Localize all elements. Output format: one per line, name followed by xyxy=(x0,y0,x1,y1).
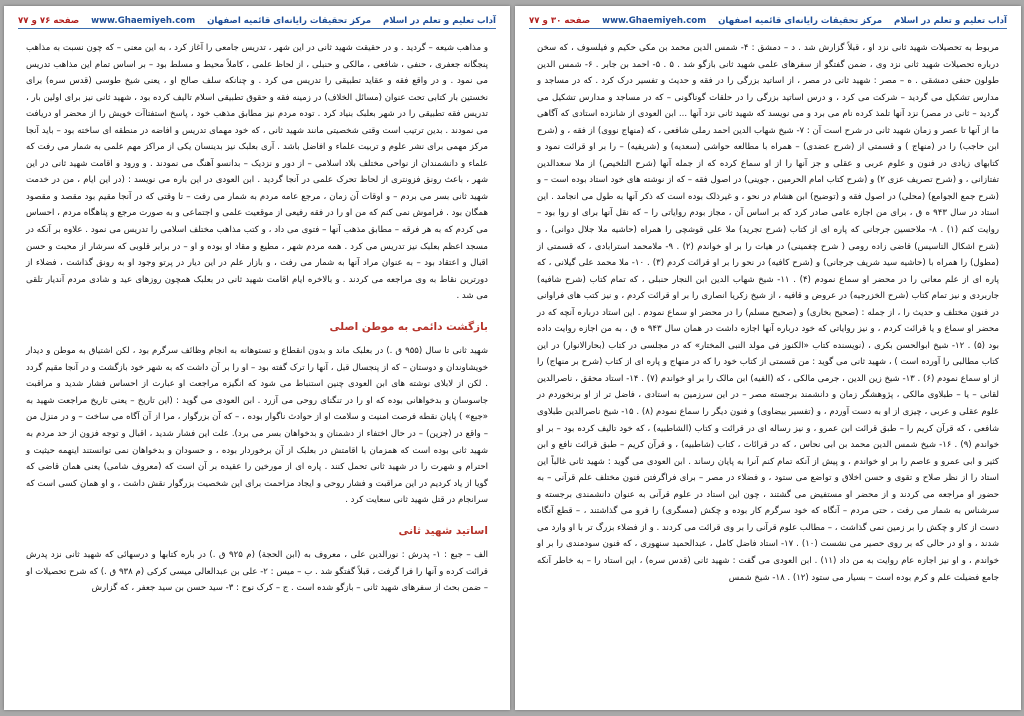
page-number-label: صفحه ۷۶ و ۷۷ xyxy=(18,16,80,26)
center-name: مرکز تحقیقات رایانه‌ای قائمیه اصفهان xyxy=(207,16,372,26)
center-name: مرکز تحقیقات رایانه‌ای قائمیه اصفهان xyxy=(718,16,883,26)
body-paragraph: و مذاهب شیعه – گردید . و در حقیقت شهید ثانی در این شهر ، تدریس جامعی را آغاز کرد ، به این معنی – که چون نسبت به مذاهب پنجگانه جعفری ، حنفی ، شافعی ، مالکی و حنبلی ، از لحاظ علمی ، کاملاً محیط و مسلط بود – بر اساس تمام این مذاهب تدریس می نمود . و در واقع فقه و عقاید تطبیقی را تدریس می کرد . و چنانکه سلف صالح او ، یعنی شیخ طوسی (قدس سره) برای نخستین بار کتابی تحت عنوان (مسائل الخلاف) در زمینه فقه و حقوق تطبیقی اسلام تالیف کرده بود ، شهید ثانی نیز برای اولین بار ، تدریس فقه تطبیقی را در شهر بعلبک بنیاد کرد . توده مردم نیز مطابق مذهب خود ، پاسخ استفتاآت خویش را از محضر او دریافت می نمودند . بدین ترتیب است وقتی شخصیتی مانند شهید ثانی ، که خود مهمای تدریس و افاضه در منطقه ای ساخته بود – باید آنجا مرکز مهمی برای نشر علوم و تربیت علماء و افاضل باشد . آری بعلبک نیز بدینسان یکی از مراکز مهم علمی به شمار می رفت که علماء و دانشمندان از نواحی مختلف بلاد اسلامی – از دور و نزدیک – بدانسو آهنگ می نمودند . و ورود و اقامت شهید ثانی در این شهر ، باعث رونق فزونتری از لحاظ تحرک علمی در آنجا گردید . ابن العودی در این باره می نویسد : (در این ایام ، من در خدمت شهید ثانی بسر می بردم – و اوقات آن زمان ، مرجع عامه مردم به شمار می رفت – تا وقتی که در آنجا مقیم بود مقصد و مقصود همگان بود . فراموش نمی کنم که من او را در فقه رفیعی از موقعیت علمی و اجتماعی و به صورت مرجع و پناهگاه مردم ، احساس می کردم که به هر فرقه – مطابق مذهب آنها – فتوی می داد ، و کتب مذاهب مختلف اسلامی را تدریس می نمود . علاوه بر آنکه در مسجد اعظم بعلبک نیز تدریس می کرد . همه مردم شهر ، مطیع و مقاد او بوده و او – در برابر قلوبی که سرشار از محبت و حسن اقبال و اعتقاد بود – به عنوان مراد آنها به شمار می رفت ، و بازار علم در این دیار در پرتو وجود او به رونق گذاشت ، فضلاء از دورترین نقاط به وی مراجعه می کردند . و بالاخره ایام اقامت شهید ثانی در بعلبک همچون روزهای عید و شادی مردم آندیار تلقی می شد . xyxy=(26,43,488,302)
page-body xyxy=(537,40,999,704)
page-header xyxy=(18,14,496,29)
body-paragraph: مربوط به تحصیلات شهید ثانی نزد او ، قبلاً گزارش شد . د – دمشق : ۴- شمس الدین محمد بن مکی حکیم و فیلسوف ، که سخن درباره تحصیلات شهید ثانی نزد وی ، ضمن گفتگو از سفرهای علمی شهید ثانی بازگو شد . ۵ . ۵- احمد بن جابر . ۶- شمس الدین طولون حنفی دمشقی . ه – مصر : شهید ثانی در مصر ، از اساتید بزرگی را در فقه و حدیث و تفسیر درک کرد . که در مساجد و مدارس تشکیل می گردید – شرکت می کرد ، و درس اساتید بزرگی را در حلقات گوناگونی – که در مساجد و مدارس تشکیل می گردید – ثانی در مصر) نزد آنها تلمذ کرده نام می برد و می نویسد که شهید ثانی نزد آنها ... ابن العودی از شانزده استادی که آگاهی ما از آنها تا عصر و زمان شهید ثانی در شرح است آن : ۷- شیخ شهاب الدین احمد رملی شافعی ، که (منهاج نووی) از فقه ، و (شرح ابن حاجب) را در (منهاج ) و قسمتی از (شرح عضدی) – همراه با مطالعه حواشی (سعدیه) و (شریفیه) – را بر او قرائت نمود و کتابهای زیادی در فنون و علوم عربی و عقلی و جز آنها را از او سماع کرده که از جمله آنها (شرح التلخیص) از ملا سعدالدین تفتازانی ، و (شرح تصریف عزی ۲) و (شرح کتاب امام الحرمین ، جوینی) در اصول فقه – که از نوشته های خود استاد بوده است – و (شرح جمع الجوامع) (محلی) در اصول فقه و (توضیح) ابن هشام در نحو ، و غیرذلک بوده است که ذکر آنها به طول می انجامد . این استاد در سال ۹۴۳ ه ق ، برای من اجازه عامی صادر کرد که بر اساس آن ، مجاز بودم روایاتی را – که نقل آنها برای او روا بود – روایت کنم (۱) . ۸- ملاحسین جرجانی که پاره ای از کتاب (شرح تجرید) ملا علی قوشچی را همراه (حاشیه ملا جلال دوانی) ، و (شرح اشکال التاسیس) قاضی زاده رومی ( شرح چغمینی) در هیات را بر او خواندم (۲) . ۹- ملامحمد استرابادی ، که قسمتی از (مطول) را همراه با (حاشیه سید شریف جرجانی) و (شرح کافیه) در نحو را بر او قرائت کردم (۳) . ۱۰- ملا محمد علی گیلانی ، که پاره ای از علم معانی را در محضر او سماع نمودم (۴) . ۱۱- شیخ شهاب الدین ابن النجار حنبلی ، که تمام کتاب (شرح شافیه) جاربردی و نیز تمام کتاب (شرح الخزرجیه) در عروض و قافیه ، از شیخ زکریا انصاری را بر او قرائت کردم ، و نیز کتب های فراوانی در فنون مختلف و حدیث را ، از جمله : (صحیح بخاری) و (صحیح مسلم) را در محضر او سماع نمودم . این استاد درباره آنچه که در محضر او سماع و یا قرائت کردم ، و نیز روایاتی که خود درباره آنها اجازه داشت در همان سال ۹۴۳ ه ق ، به من اجازه روایت داده بود (۵) . ۱۲- شیخ ابوالحسن بکری ، (نویسنده کتاب «الکنوز فی مولد النبی المختار» که در مجلسی در کتاب (بحارالانوار) در این کتاب مطالبی را آورده است ) ، شهید ثانی می گوید : من قسمتی از کتاب خود را که در منهاج و پاره ای از کتاب (شرح بر منهاج) را از او سماع نمودم (۶) . ۱۳- شیخ زین الدین ، جرمی مالکی ، که (الفیه) ابن مالک را بر او خواندم (۷) . ۱۴- استاد محقق ، ناصرالدین لقانی – یا – طبلاوی مالکی ، پژوهشگر زمان و دانشمند برجسته مصر – در این سرزمین به استادی ، فاضل تر از او برنخوردم در علوم عقلی و عربی ، چیزی از او به دست آوردم ، و (تفسیر بیضاوی) و فنون دیگر را سماع نمودم (۸) . ۱۵- شیخ ناصرالدین طبلاوی شافعی ، که قرآن کریم را – طبق قرائت ابن عمرو ، و نیز رساله ای در قرائت و کتاب (الشاطبیه) ، که خود تالیف کرده بود – بر او خواندم (۹) . ۱۶- شیخ شمس الدین محمد بن ابی نحاس ، که در قرائات ، کتاب (شاطبیه) ، و قرآن کریم – طبق قرائت نافع و ابن کثیر و ابی عمرو و عاصم را بر او خواندم ، و پیش از آنکه تمام کنم آنرا به پایان رساند . ابن العودی می گوید : شهید ثانی غالباً این استاد را از نظر صلاح و تقوی و حسن اخلاق و تواضع می ستود ، و فضلاء در مصر – برای فراگرفتن فنون مختلف علم قرآنی – به حضور او مراجعه می کردند و از محضر او مستفیض می گشتند ، چون این استاد در علوم قرآنی به عنوان دانشمندی برجسته و سرشناس به شمار می رفت ، حتی مردم – آنگاه که خود سرگرم کار بوده و چکش (مسگری) را فرو می گذاشتند ، – قطع آنگاه دست از کار و چکش را بر زمین نمی گذاشت ، – مطالب علوم قرآنی را بر وی قرائت می کردند . و از فضلاء بزرگ تر با او وارد می شدند ، و او در حالی که بر روی حصیر می نشست (۱۰) . ۱۷- استاد فاضل کامل ، عبدالحمید سنهوری ، که فنون سودمندی را بر او خواندم ، و او نیز اجازه عام روایت به من داد (۱۱) . ابن العودی می گفت : شهید ثانی (قدس سره) ، این استاد را – به خاطر آنکه جامع فضیلت علم و کرم بوده است – بسیار می ستود (۱۲) . ۱۸- شیخ شمس xyxy=(537,43,1000,583)
body-paragraph: الف – جبع : ۱- پدرش : نورالدین علی ، معروف به (ابن الحجة) (م ۹۲۵ ق .) در باره کتابها و درسهائی که شهید ثانی نزد پدرش قرائت کرده و آنها را فرا گرفت ، قبلاً گفتگو شد . ب – میس : ۲- علی بن عبدالعالی میسی کرکی (م ۹۳۸ ق .) که شرح تحصیلات او – ضمن بحث از سفرهای شهید ثانی – بازگو شده است . ج – کرک نوح : ۳- سید حسن بن سید جعفر ، که گزارش xyxy=(26,550,488,594)
page-body xyxy=(26,40,488,704)
section-heading: بازگشت دائمی به موطن اصلی xyxy=(329,320,488,333)
book-title: آداب تعلیم و تعلم در اسلام xyxy=(894,16,1007,26)
body-paragraph: شهید ثانی تا سال (۹۵۵ ق .) در بعلبک ماند و بدون انقطاع و تستوهانه به انجام وظائف سرگرم بود ، لکن اشتیاق به موطن و دیدار خویشاوندان و دوستان – که از پنجسال قبل ، آنها را ترک گفته بود – او را بر آن داشت که به شهر خود بازگشت و در آنجا مقیم گردد . لکن از لابلای نوشته های ابن العودی چنین استنباط می شود که انگیزه مراجعت او عبارت از احساس فشار شدید و مراقبت جاسوسان و بدخواهانی بوده که او را در تنگنای روحی می آزرد . ابن العودی می گوید : (این تاریخ – یعنی تاریخ مراجعت شهید به «جبع» ) پایان نقطه فرصت امنیت و سلامت او از حوادث ناگوار بوده ، – که آن بزرگوار ، مرا از آن آگاه می ساخت – و در منزل من – واقع در (جزین) – در حال اختفاء از دشمنان و بدخواهان بسر می برد). علت این فشار شدید ، اقبال و توجه فزون از حد مردم به شهید ثانی بوده است که همزمان با اقامتش در بعلبک از آن برخوردار بوده ، و حسودان و بدخواهان نمی توانستند اینهمه حیثیت و احترام و شهرت را در شهید ثانی تحمل کنند . پاره ای از مورخین را عقیده بر آن است که (معروف شامی) یعنی همان قاضی که گویا از یاد کردیم در این مراقبت و فشار روحی و ایجاد مزاحمت برای این شخصیت بزرگوار نقش داشت ، و او همان کسی است که سرانجام در قتل شهید ثانی سعایت کرد . xyxy=(26,346,489,506)
left-page xyxy=(4,6,510,710)
page-number-label: صفحه ۳۰ و ۷۷ xyxy=(529,16,591,26)
right-page xyxy=(515,6,1021,710)
site-url[interactable]: www.Ghaemiyeh.com xyxy=(602,16,707,26)
page-header xyxy=(529,14,1007,29)
section-heading: اساتید شهید ثانی xyxy=(398,524,488,537)
book-title: آداب تعلیم و تعلم در اسلام xyxy=(383,16,496,26)
site-url[interactable]: www.Ghaemiyeh.com xyxy=(91,16,196,26)
